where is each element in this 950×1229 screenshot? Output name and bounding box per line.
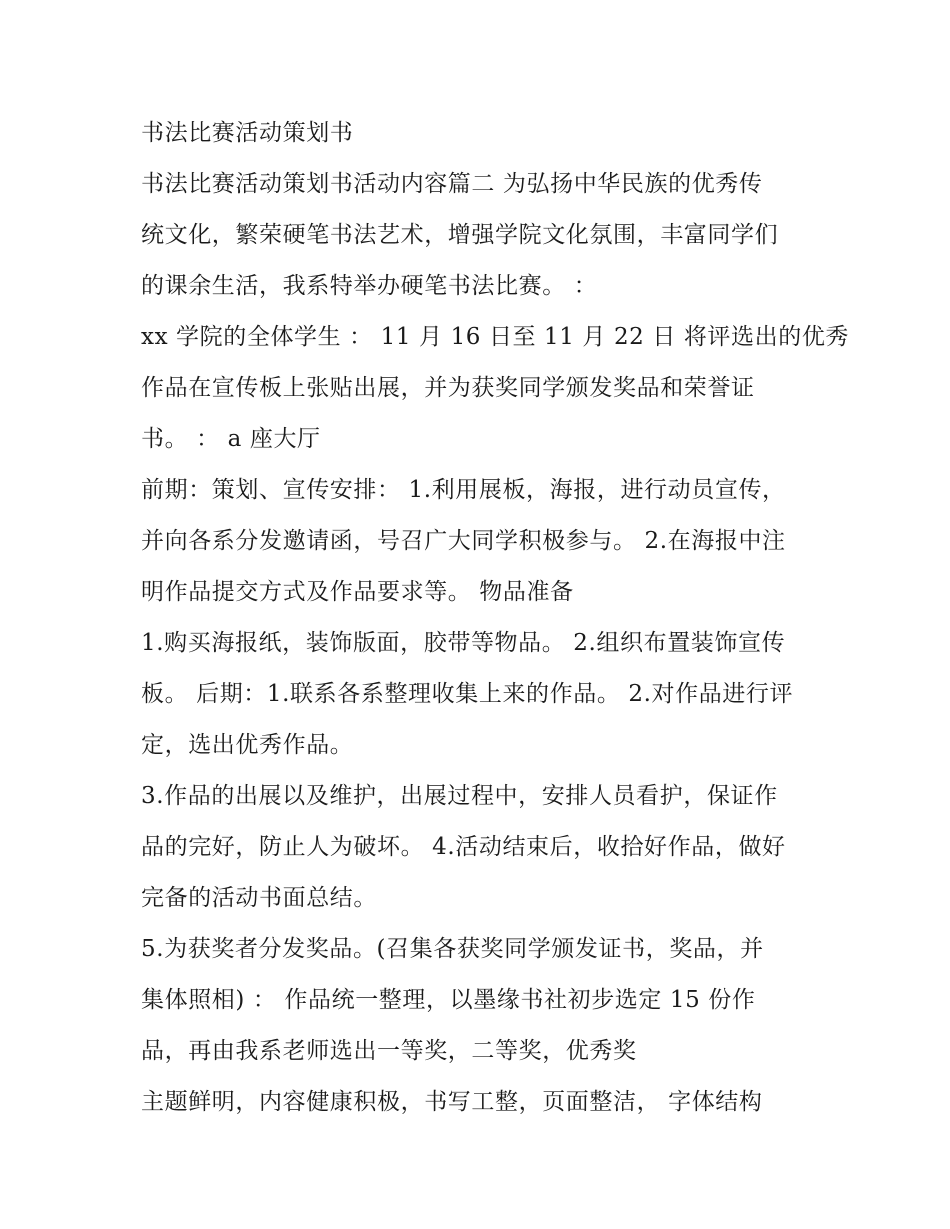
text-line: 集体照相) ： 作品统一整理，以墨缘书社初步选定 15 份作 xyxy=(141,987,756,1013)
document-title: 书法比赛活动策划书 xyxy=(141,120,354,146)
document-body xyxy=(141,108,850,1128)
text-line: 作品在宣传板上张贴出展，并为获奖同学颁发奖品和荣誉证 xyxy=(141,375,755,401)
text-line: 定，选出优秀作品。 xyxy=(141,732,354,758)
text-line: 明作品提交方式及作品要求等。 物品准备 xyxy=(141,579,574,605)
text-line: 书。 ： a 座大厅 xyxy=(141,426,321,452)
text-line: 统文化，繁荣硬笔书法艺术，增强学院文化氛围，丰富同学们 xyxy=(141,222,779,248)
text-line: 1.购买海报纸，装饰版面，胶带等物品。 2.组织布置装饰宣传 xyxy=(141,630,786,656)
text-line: 品的完好，防止人为破坏。 4.活动结束后，收拾好作品，做好 xyxy=(141,834,786,860)
text-line: 5.为获奖者分发奖品。(召集各获奖同学颁发证书，奖品，并 xyxy=(141,936,764,962)
text-line: 品，再由我系老师选出一等奖，二等奖，优秀奖 xyxy=(141,1038,637,1064)
text-line: xx 学院的全体学生 ： 11 月 16 日至 11 月 22 日 将评选出的优秀 xyxy=(141,324,850,350)
text-line: 书法比赛活动策划书活动内容篇二 为弘扬中华民族的优秀传 xyxy=(141,171,763,197)
text-line: 完备的活动书面总结。 xyxy=(141,885,377,911)
text-line: 板。 后期：1.联系各系整理收集上来的作品。 2.对作品进行评 xyxy=(141,681,794,707)
text-line: 主题鲜明，内容健康积极，书写工整，页面整洁， 字体结构 xyxy=(141,1089,763,1115)
text-line: 并向各系分发邀请函，号召广大同学积极参与。 2.在海报中注 xyxy=(141,528,786,554)
text-line: 前期：策划、宣传安排： 1.利用展板，海报，进行动员宣传， xyxy=(141,477,786,503)
text-line: 的课余生活，我系特举办硬笔书法比赛。 ： xyxy=(141,273,598,299)
text-line: 3.作品的出展以及维护，出展过程中，安排人员看护，保证作 xyxy=(141,783,778,809)
